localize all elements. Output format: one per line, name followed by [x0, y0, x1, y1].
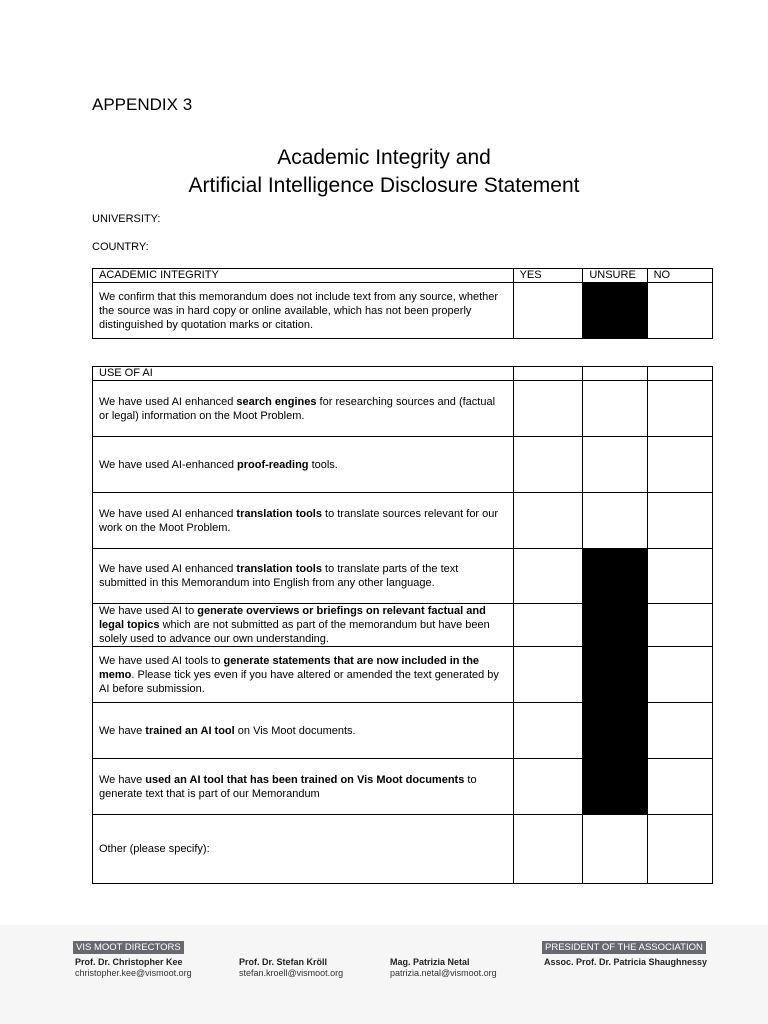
table-row	[93, 493, 713, 549]
yes-cell[interactable]	[513, 493, 583, 549]
unsure-cell[interactable]	[583, 493, 647, 549]
appendix-heading: APPENDIX 3	[92, 95, 193, 114]
directors-label: VIS MOOT DIRECTORS	[73, 941, 184, 954]
table-row	[93, 759, 713, 815]
ai-statement-translation-memo: We have used AI enhanced translation tools to translate parts of the text submitted in this Memorandum into English from any other language.	[93, 549, 514, 604]
table-header-row	[93, 269, 713, 283]
unsure-cell-blacked	[583, 759, 647, 815]
header-blank	[513, 367, 583, 381]
ai-statement-translation-sources: We have used AI enhanced translation tools to translate sources relevant for our work on the Moot Problem.	[93, 493, 514, 549]
director-name: Prof. Dr. Christopher Kee	[75, 957, 183, 967]
header-unsure: UNSURE	[583, 269, 647, 283]
table-row	[93, 647, 713, 703]
director-email[interactable]: christopher.kee@vismoot.org	[75, 968, 192, 978]
yes-cell[interactable]	[513, 437, 583, 493]
header-blank	[647, 367, 712, 381]
president-label: PRESIDENT OF THE ASSOCIATION	[542, 941, 706, 954]
table-header-row	[93, 367, 713, 381]
title-line-1: Academic Integrity and	[277, 146, 491, 169]
ai-statement-used-trained-tool: We have used an AI tool that has been trained on Vis Moot documents to generate text that is part of our Memorandum	[93, 759, 514, 815]
yes-cell[interactable]	[513, 759, 583, 815]
unsure-cell-blacked	[583, 283, 647, 339]
no-cell[interactable]	[647, 815, 712, 884]
header-academic-integrity: ACADEMIC INTEGRITY	[93, 269, 514, 283]
table-row	[93, 381, 713, 437]
yes-cell[interactable]	[513, 703, 583, 759]
no-cell[interactable]	[647, 647, 712, 703]
university-label: UNIVERSITY:	[92, 213, 161, 225]
yes-cell[interactable]	[513, 381, 583, 437]
country-label: COUNTRY:	[92, 241, 149, 253]
unsure-cell-blacked	[583, 703, 647, 759]
president-name: Assoc. Prof. Dr. Patricia Shaughnessy	[544, 957, 708, 967]
director-name: Prof. Dr. Stefan Kröll	[239, 957, 328, 967]
footer	[0, 925, 768, 1024]
no-cell[interactable]	[647, 549, 712, 604]
table-row	[93, 437, 713, 493]
table-row	[93, 604, 713, 647]
unsure-cell[interactable]	[583, 437, 647, 493]
yes-cell[interactable]	[513, 604, 583, 647]
director-name: Mag. Patrizia Netal	[390, 957, 470, 967]
yes-cell[interactable]	[513, 283, 583, 339]
no-cell[interactable]	[647, 604, 712, 647]
table-row	[93, 549, 713, 604]
header-yes: YES	[513, 269, 583, 283]
use-of-ai-table	[92, 366, 713, 884]
title-line-2: Artificial Intelligence Disclosure Statement	[188, 174, 580, 197]
director-email[interactable]: stefan.kroell@vismoot.org	[239, 968, 344, 978]
no-cell[interactable]	[647, 493, 712, 549]
no-cell[interactable]	[647, 381, 712, 437]
unsure-cell-blacked	[583, 549, 647, 604]
yes-cell[interactable]	[513, 647, 583, 703]
unsure-cell[interactable]	[583, 815, 647, 884]
director-email[interactable]: patrizia.netal@vismoot.org	[390, 968, 497, 978]
header-no: NO	[647, 269, 712, 283]
header-blank	[583, 367, 647, 381]
no-cell[interactable]	[647, 703, 712, 759]
academic-integrity-table	[92, 268, 713, 339]
no-cell[interactable]	[647, 437, 712, 493]
ai-statement-overviews: We have used AI to generate overviews or briefings on relevant factual and legal topics which are not submitted as part of the memorandum but have been solely used to advance our own understanding.	[93, 604, 514, 647]
table-row	[93, 815, 713, 884]
table-row	[93, 703, 713, 759]
unsure-cell-blacked	[583, 647, 647, 703]
ai-statement-proofreading: We have used AI-enhanced proof-reading tools.	[93, 437, 514, 493]
unsure-cell[interactable]	[583, 381, 647, 437]
ai-statement-search: We have used AI enhanced search engines for researching sources and (factual or legal) information on the Moot Problem.	[93, 381, 514, 437]
ai-statement-other: Other (please specify):	[93, 815, 514, 884]
no-cell[interactable]	[647, 759, 712, 815]
no-cell[interactable]	[647, 283, 712, 339]
table-row	[93, 283, 713, 339]
yes-cell[interactable]	[513, 815, 583, 884]
ai-statement-trained-tool: We have trained an AI tool on Vis Moot documents.	[93, 703, 514, 759]
yes-cell[interactable]	[513, 549, 583, 604]
ai-statement-generated-text: We have used AI tools to generate statements that are now included in the memo. Please tick yes even if you have altered or amended the text generated by AI before submission.	[93, 647, 514, 703]
integrity-statement: We confirm that this memorandum does not include text from any source, whether the source was in hard copy or online available, which has not been properly distinguished by quotation marks or citation.	[93, 283, 514, 339]
unsure-cell-blacked	[583, 604, 647, 647]
header-use-of-ai: USE OF AI	[93, 367, 514, 381]
